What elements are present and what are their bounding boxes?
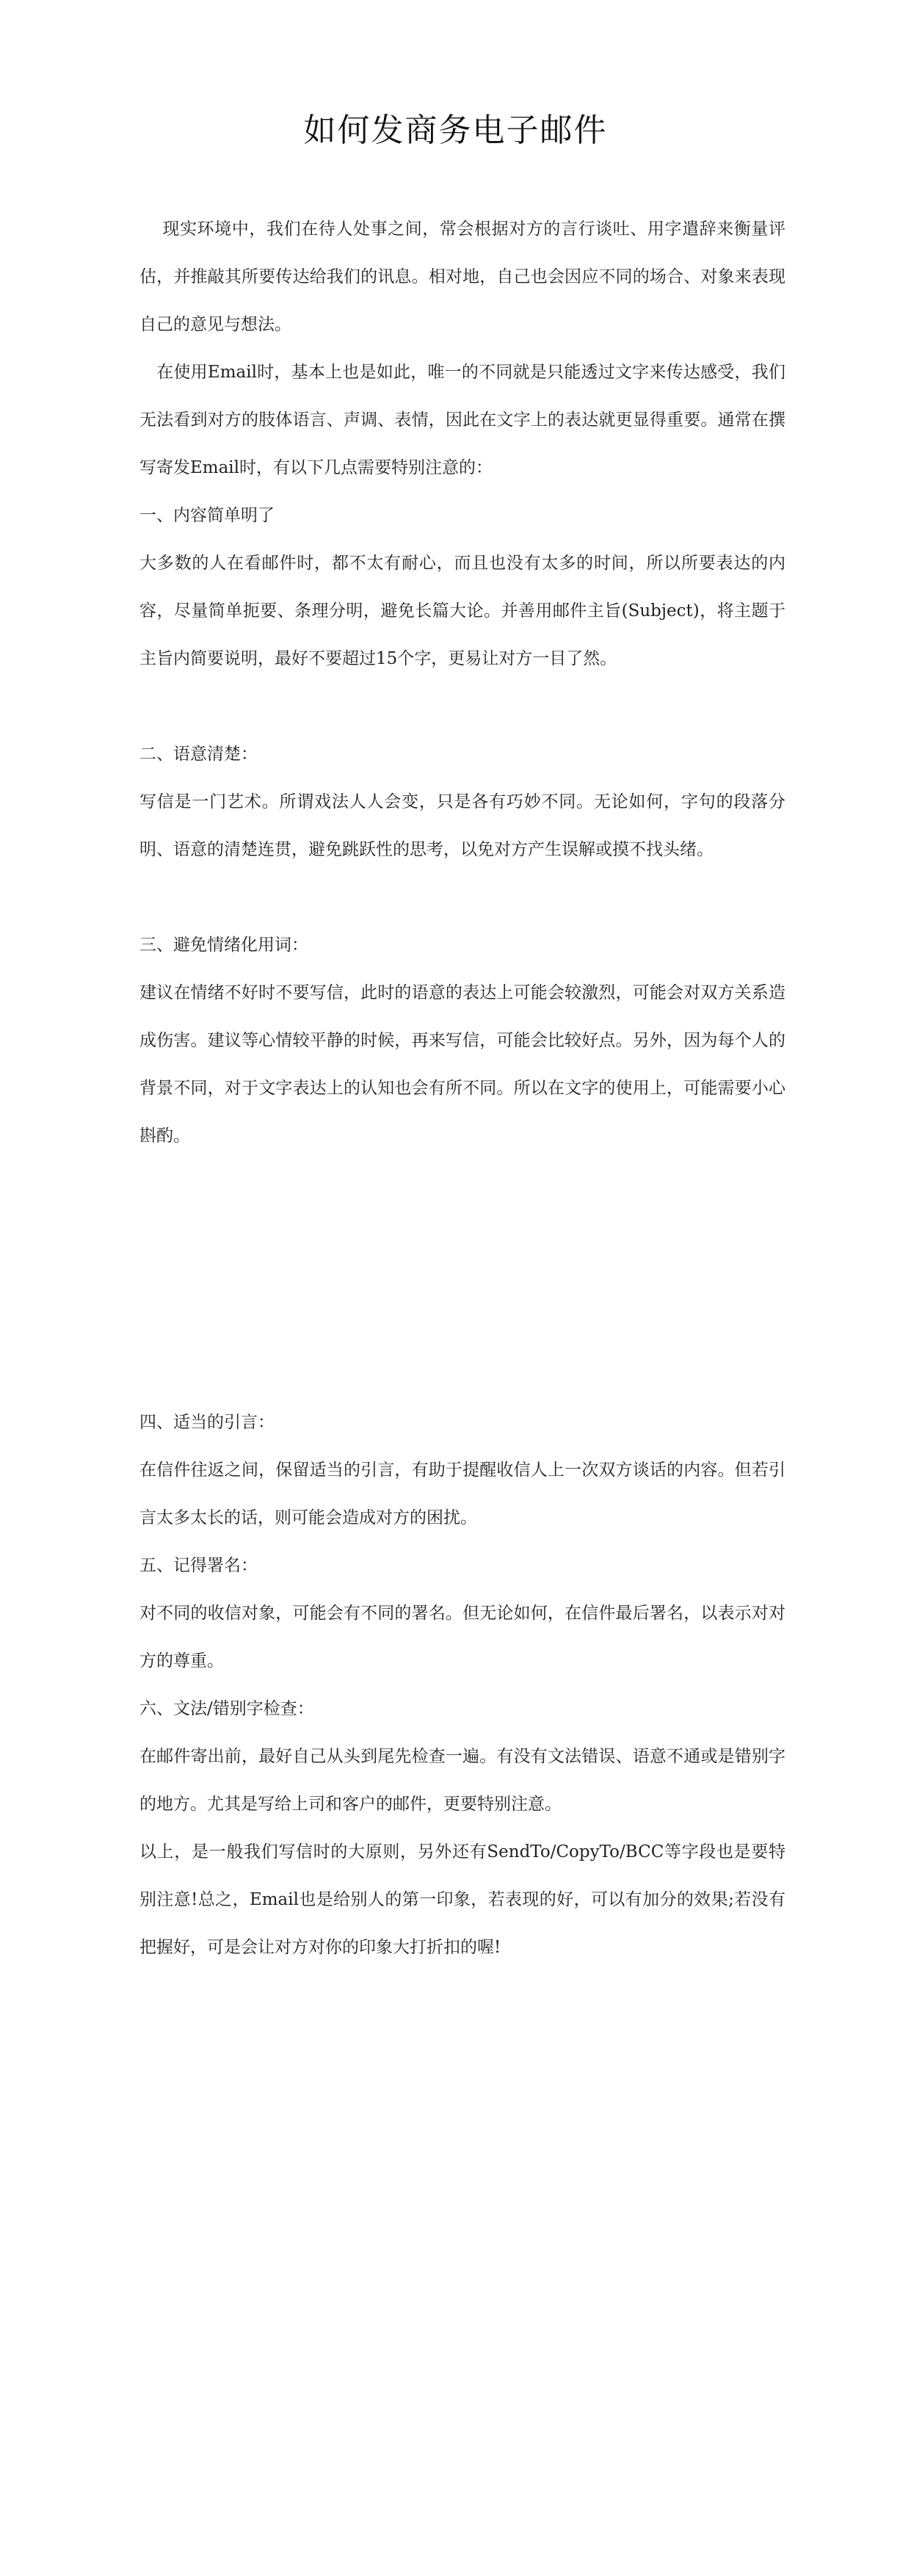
intro-paragraph-2: 在使用Email时，基本上也是如此，唯一的不同就是只能透过文字来传达感受，我们无法看到对方的肢体语言、声调、表情，因此在文字上的表达就更显得重要。通常在撰写寄发Email时，有以下几点需要特别注意的： [139,363,785,477]
section-body-5: 对不同的收信对象，可能会有不同的署名。但无论如何，在信件最后署名，以表示对对方的尊重。 [139,1604,785,1671]
closing-paragraph: 以上，是一般我们写信时的大原则，另外还有SendTo/CopyTo/BCC等字段也是要特别注意!总之，Email也是给别人的第一印象，若表现的好，可以有加分的效果;若没有把握好，可是会让对方对你的印象大打折扣的喔! [139,1842,785,1957]
section-heading-1: 一、内容简单明了 [139,506,275,525]
section-body-3: 建议在情绪不好时不要写信，此时的语意的表达上可能会较激烈，可能会对双方关系造成伤害。建议等心情较平静的时候，再来写信，可能会比较好点。另外，因为每个人的背景不同，对于文字表达上的认知也会有所不同。所以在文字的使用上，可能需要小心斟酌。 [139,983,785,1146]
section-heading-4: 四、适当的引言： [139,1413,275,1432]
intro-paragraph-1: 现实环境中，我们在待人处事之间，常会根据对方的言行谈吐、用字遣辞来衡量评估，并推敲其所要传达给我们的讯息。相对地，自己也会因应不同的场合、对象来表现自己的意见与想法。 [139,220,785,334]
section-body-1: 大多数的人在看邮件时，都不太有耐心，而且也没有太多的时间，所以所要表达的内容，尽量简单扼要、条理分明，避免长篇大论。并善用邮件主旨(Subject)，将主题于主旨内简要说明，最好不要超过15个字，更易让对方一目了然。 [139,554,785,668]
document-title: 如何发商务电子邮件 [303,112,608,149]
section-body-6: 在邮件寄出前，最好自己从头到尾先检查一遍。有没有文法错误、语意不通或是错别字的地方。尤其是写给上司和客户的邮件，更要特别注意。 [139,1747,785,1814]
section-heading-2: 二、语意清楚： [139,745,258,764]
section-heading-5: 五、记得署名： [139,1556,258,1575]
section-body-2: 写信是一门艺术。所谓戏法人人会变，只是各有巧妙不同。无论如何，字句的段落分明、语意的清楚连贯，避免跳跃性的思考，以免对方产生误解或摸不找头绪。 [139,792,785,859]
section-heading-6: 六、文法/错别字检查： [139,1699,314,1718]
section-heading-3: 三、避免情绪化用词： [139,936,308,955]
section-body-4: 在信件往返之间，保留适当的引言，有助于提醒收信人上一次双方谈话的内容。但若引言太多太长的话，则可能会造成对方的困扰。 [139,1461,785,1527]
